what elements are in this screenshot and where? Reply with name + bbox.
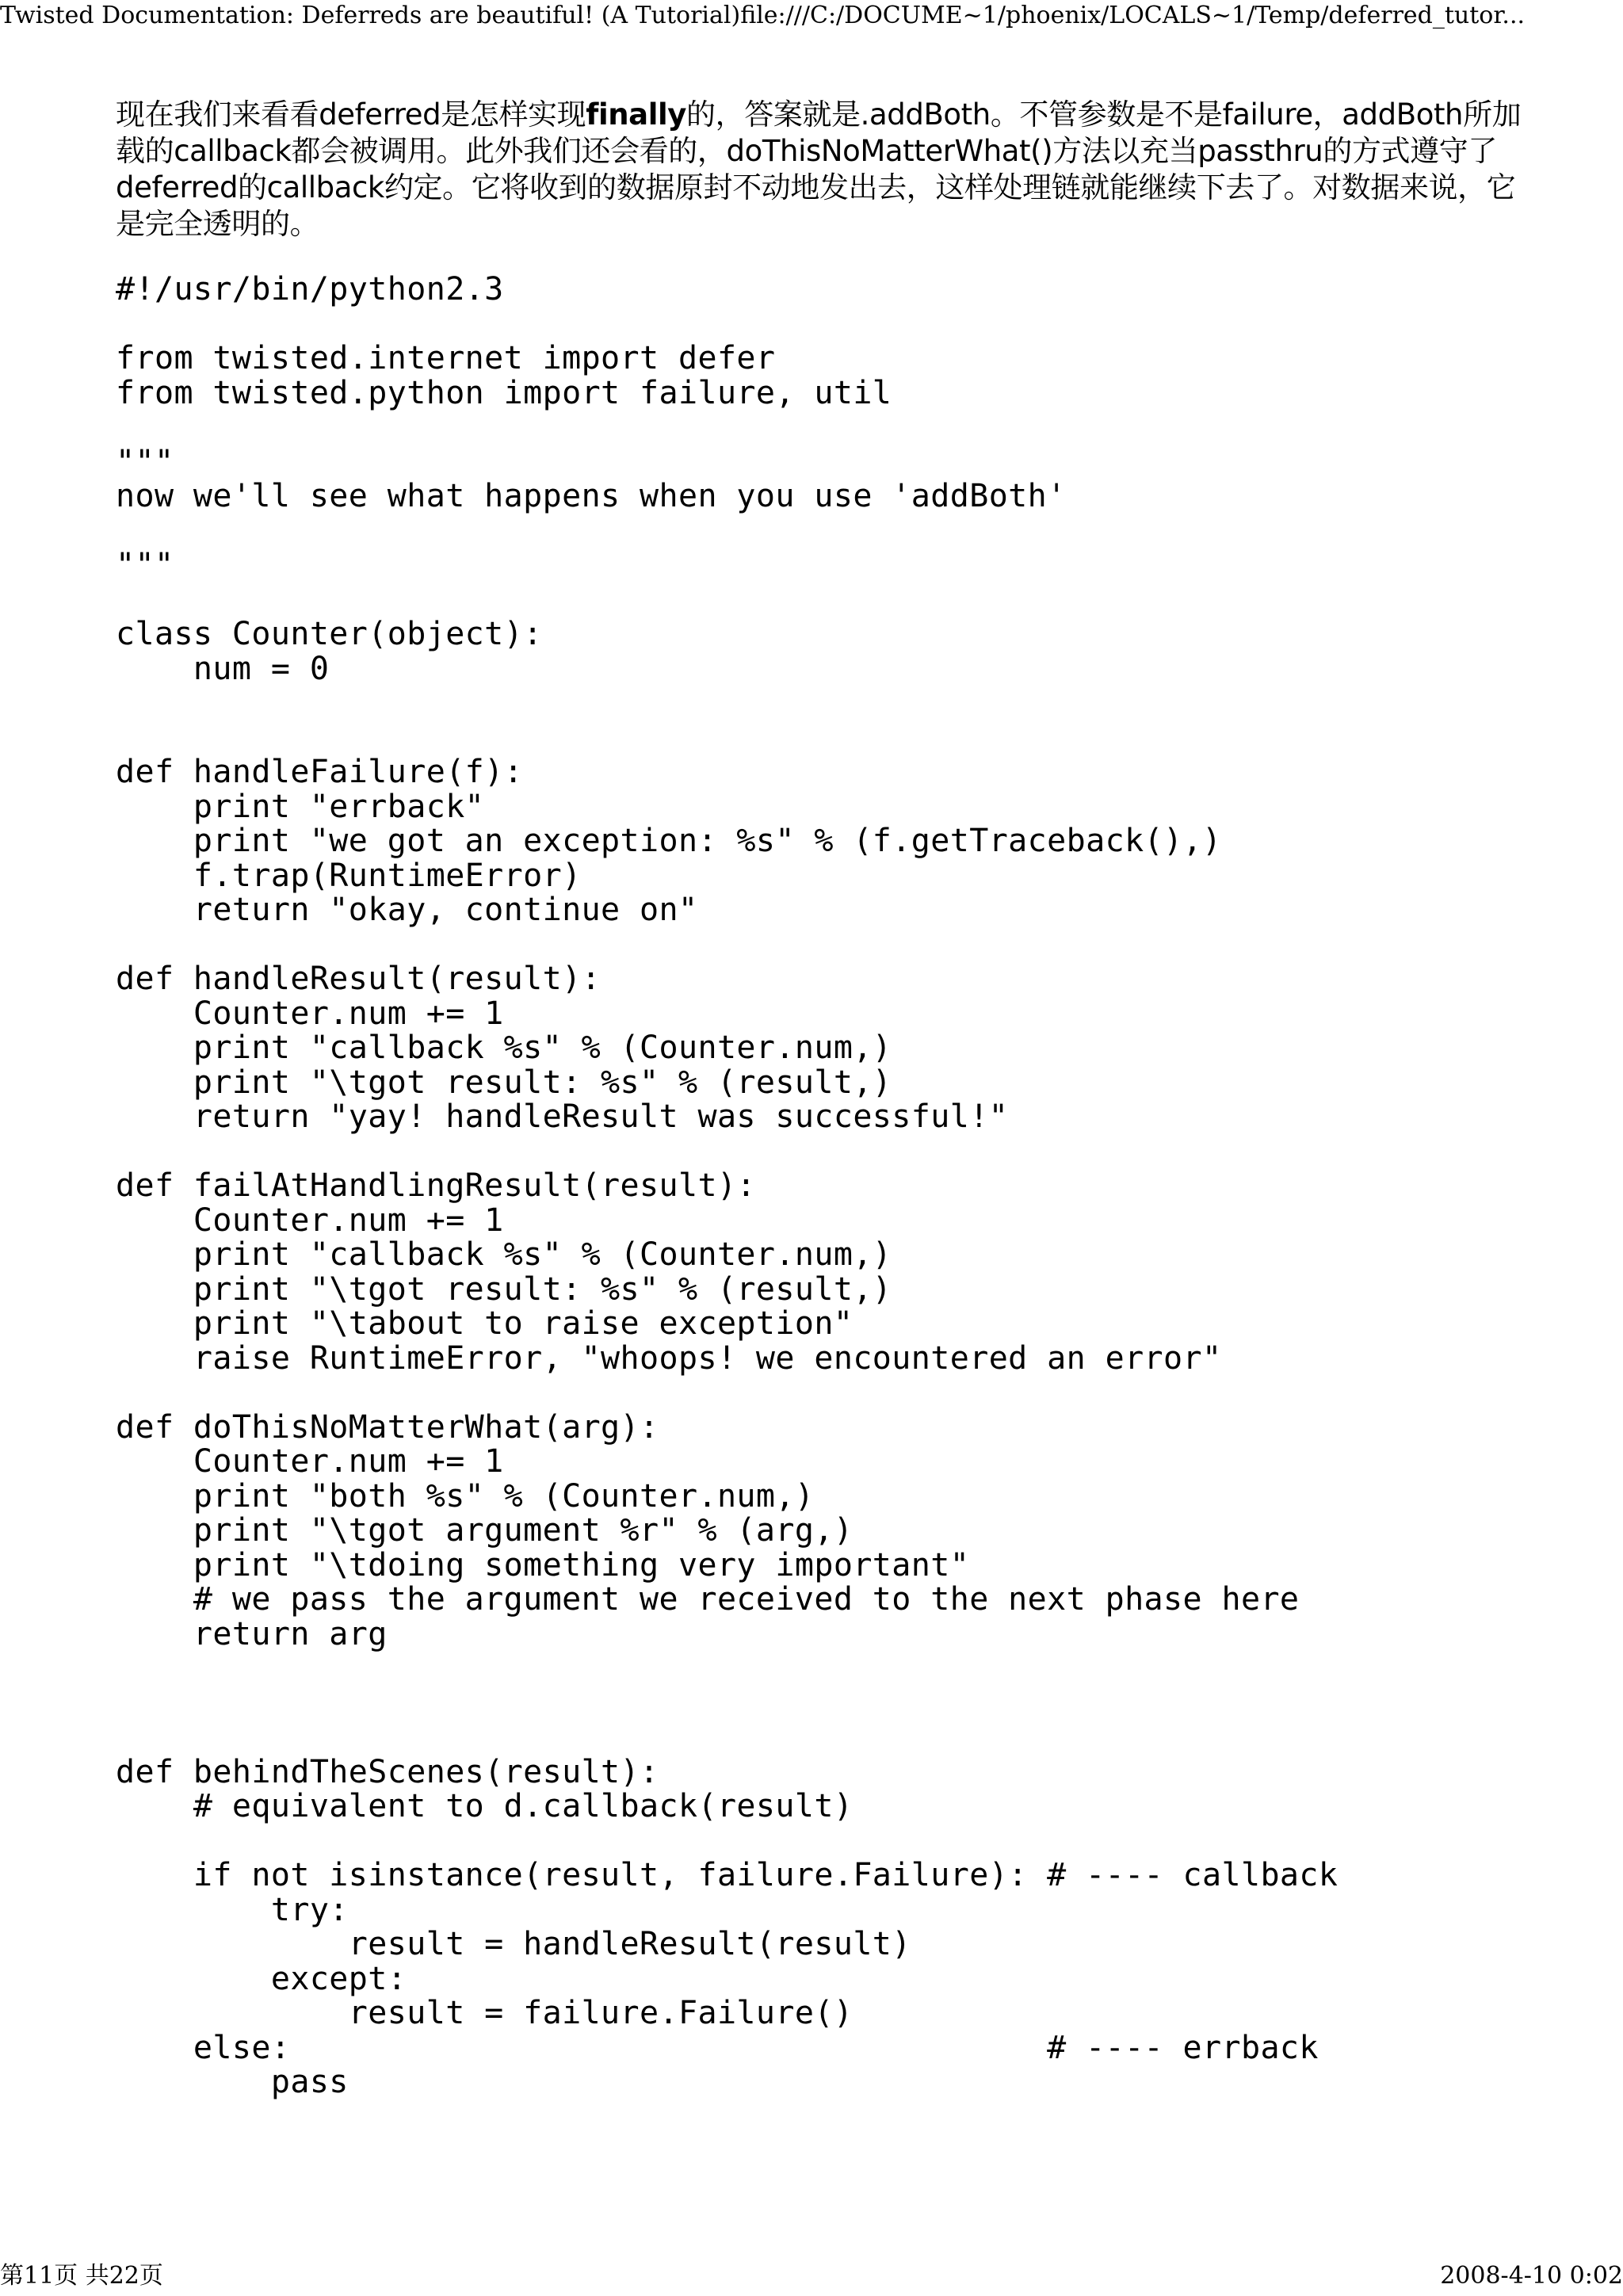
print-datetime: 2008-4-10 0:02 — [1440, 2262, 1623, 2290]
page-number: 第11页 共22页 — [0, 2262, 163, 2290]
intro-text-rest: 的，答案就是.addBoth。不管参数是不是failure，addBoth所加载的callback都会被调用。此外我们还会看的，doThisNoMatterWhat()方法以充当passthru的方式遵守了deferred的callback约定。它将收到的数据原封不动地发出去，这样处理链就能继续下去了。对数据来说，它是完全透明的。 — [116, 97, 1522, 241]
code-block: #!/usr/bin/python2.3 from twisted.internet import defer from twisted.python import failure, util """ now we'll see what happens when you use 'addBoth' """ class Counter(object): num = 0 def handleFailure(f): print "errback" print "we got an exception: %s" % (f.getTraceback(),) f.trap(RuntimeError) return "okay, continue on" def handleResult(result): Counter.num += 1 print "callback %s" % (Counter.num,) print "\tgot result: %s" % (result,) return "yay! handleResult was successful!" def failAtHandlingResult(result): Counter.num += 1 print "callback %s" % (Counter.num,) print "\tgot result: %s" % (result,) print "\tabout to raise exception" raise RuntimeError, "whoops! we encountered an error" def doThisNoMatterWhat(arg): Counter.num += 1 print "both %s" % (Counter.num,) print "\tgot argument %r" % (arg,) print "\tdoing something very important" # we pass the argument we received to the next phase here return arg def behindTheScenes(result): # equivalent to d.callback(result) if not isinstance(result, failure.Failure): # ---- callback try: result = handleResult(result) except: result = failure.Failure() else: # ---- errback pass — [116, 271, 1338, 2100]
document-title: Twisted Documentation: Deferreds are beautiful! (A Tutorial) — [0, 2, 741, 29]
document-url: file:///C:/DOCUME~1/phoenix/LOCALS~1/Temp/deferred_tutor... — [740, 2, 1526, 29]
page-content — [116, 97, 1526, 2100]
intro-bold-finally: finally — [586, 97, 687, 132]
intro-paragraph — [116, 97, 1526, 243]
print-header — [0, 0, 1623, 35]
intro-text-start: 现在我们来看看deferred是怎样实现 — [116, 97, 586, 132]
